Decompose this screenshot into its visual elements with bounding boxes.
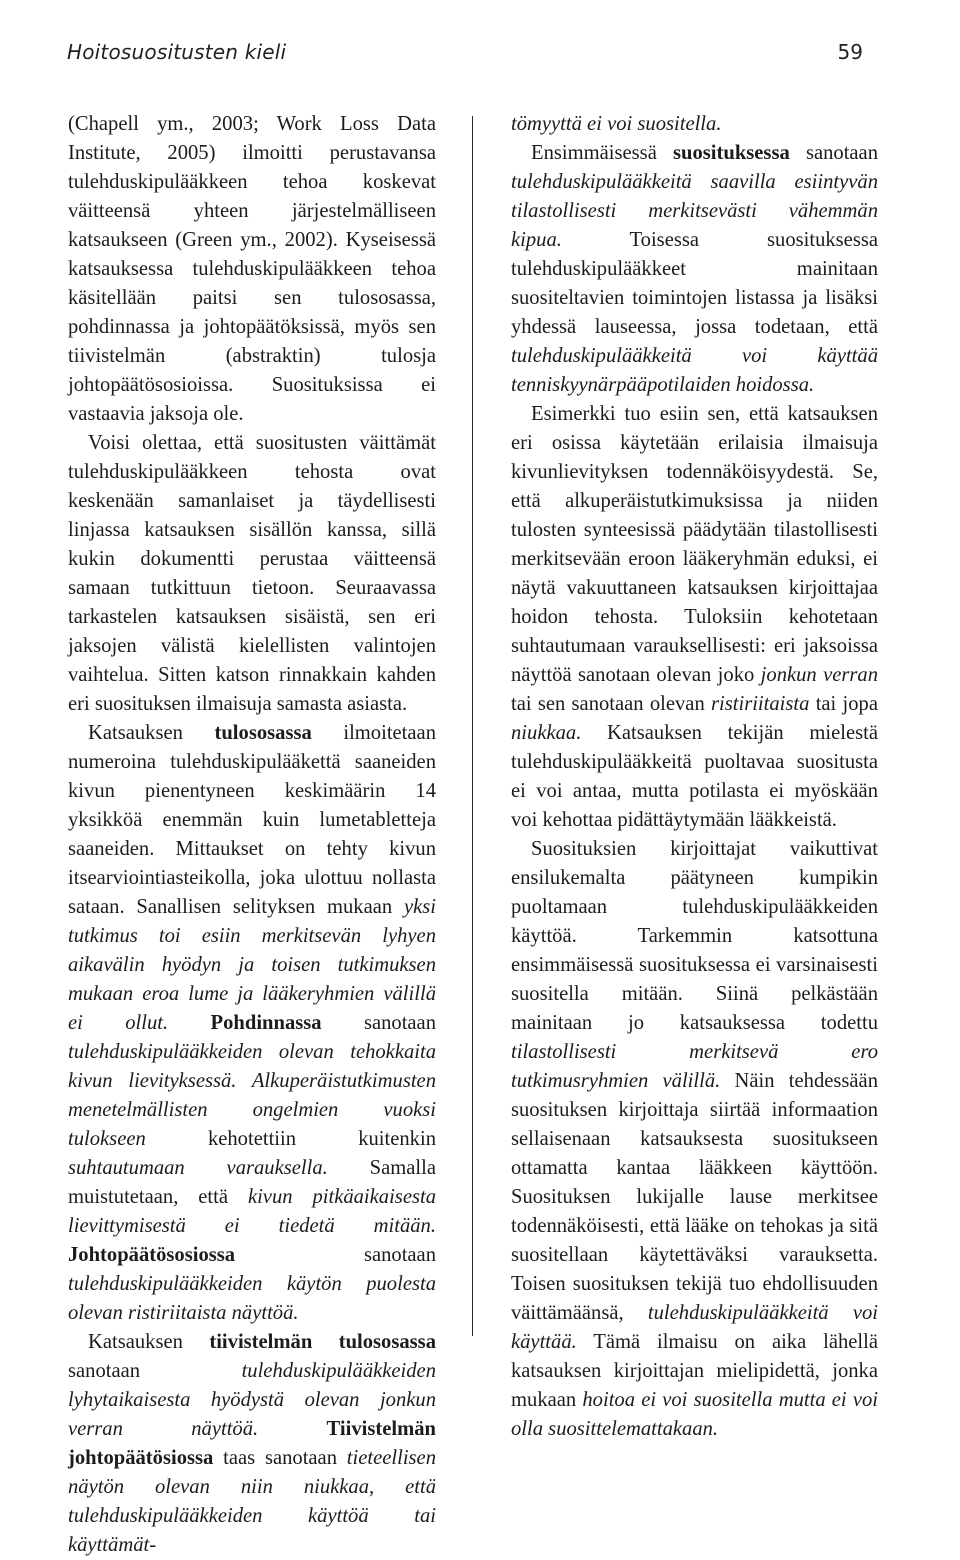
italic-quote: hoitoa ei voi suositella mutta ei voi olla suosittelemattakaan.: [511, 1389, 878, 1440]
italic-quote: yksi tutkimus toi esiin merkitsevän lyhyen aikavälin hyödyn ja toisen tutkimuksen mukaan eroa lume ja lääkeryhmien välillä ei ollut.: [68, 896, 436, 1034]
text-run: [168, 1012, 210, 1034]
italic-quote: tilastollisesti merkitsevä ero tutkimusryhmien välillä.: [511, 1041, 878, 1092]
text-run: [258, 1418, 326, 1440]
text-run: kehotettiin kuitenkin: [145, 1128, 436, 1150]
text-run: sanotaan: [68, 1360, 242, 1382]
text-run: Voisi olettaa, että suositusten väittämät tulehduskipulääkkeen tehosta ovat keskenään samanlaiset ja täydellisesti linjassa katsauksen sisällön kanssa, sillä kukin dokumentti perustaa väitteensä samaan tutkittuun tietoon. Seuraavassa tarkastelen katsauksen sisäistä, sen eri jaksojen välistä kielellisten valintojen vaihtelua. Sitten katson rinnakkain kahden eri suosituksen ilmaisuja samasta asiasta.: [68, 432, 436, 715]
paragraph: [68, 429, 436, 719]
text-run: tai jopa: [809, 693, 878, 715]
text-run: Esimerkki tuo esiin sen, että katsauksen eri osissa käytetään erilaisia ilmaisuja kivunlievityksen todennäköisyydestä. Se, että alkuperäistutkimuksissa ja niiden tulosten synteesissä päädytään tilastollisesti merkitsevään eroon lääkeryhmän eduksi, ei näytä vakuuttaneen katsauksen kirjoittajaa hoidon tehosta. Tuloksiin kehotetaan suhtautumaan varauksellisesti: eri jaksoissa näyttöä sanotaan olevan joko: [511, 403, 878, 686]
paragraph: [68, 1328, 436, 1560]
italic-quote: tulehduskipulääkkeiden käytön puolesta olevan ristiriitaista näyttöä.: [68, 1273, 436, 1324]
italic-quote: kivun pitkäaikaisesta lievittymisestä ei tiedetä mitään.: [68, 1186, 436, 1237]
text-run: sanotaan: [235, 1244, 436, 1266]
text-run: Tämä ilmaisu on aika lähellä katsauksen kirjoittajan mielipidettä, jonka mukaan: [511, 1331, 878, 1411]
italic-quote: tulehduskipulääkkeitä voi käyttää.: [511, 1302, 879, 1353]
text-run: Katsauksen: [88, 722, 215, 744]
italic-quote: suhtautumaan varauksella.: [68, 1157, 328, 1179]
text-run: (Chapell ym., 2003; Work Loss Data Institute, 2005) ilmoitti perustavansa tulehduskipulääkkeen tehoa koskevat väitteensä yhteen järjestelmälliseen katsaukseen (Green ym., 2002). Kyseisessä katsauksessa tulehduskipulääkkeen tehoa käsitellään paitsi sen tulososassa, pohdinnassa ja johtopäätöksissä, myös sen tiivistelmän (abstraktin) tulosja johtopäätösosioissa. Suosituksissa ei vastaavia jaksoja ole.: [68, 113, 436, 425]
text-run: taas sanotaan: [213, 1447, 347, 1469]
column-divider: [472, 116, 473, 1336]
bold-term: suosituksessa: [673, 142, 790, 164]
italic-quote: ristiriitaista: [711, 693, 810, 715]
page-number: 59: [837, 40, 863, 64]
right-column: [511, 110, 878, 1444]
paragraph: [68, 719, 436, 1328]
italic-quote: tömyyttä ei voi suositella.: [511, 113, 722, 135]
italic-quote: tulehduskipulääkkeiden olevan tehokkaita kivun lievityksessä. Alkuperäistutkimusten menetelmällisten ongelmien vuoksi tulokseen: [68, 1041, 436, 1150]
italic-quote: tulehduskipulääkkeitä saavilla esiintyvän tilastollisesti merkitsevästi vähemmän kipua.: [511, 171, 878, 251]
text-run: Näin tehdessään suosituksen kirjoittaja siirtää informaation sellaisenaan katsauksesta suositukseen ottamatta kantaa lääkkeen käyttöön. Suosituksen lukijalle lause merkitsee todennäköisesti, että lääke on tehokas ja sitä suositellaan käytettäväksi varauksetta. Toisen suosituksen tekijä tuo ehdollisuuden väittämäänsä,: [511, 1070, 878, 1324]
text-run: Katsauksen: [88, 1331, 210, 1353]
text-run: Katsauksen tekijän mielestä tulehduskipulääkkeitä puoltavaa suositusta ei voi antaa, mutta potilasta ei myöskään voi kehottaa pidättäytymään lääkkeistä.: [511, 722, 878, 831]
paragraph: [511, 400, 878, 835]
bold-term: tulososassa: [214, 722, 312, 744]
text-run: Samalla muistutetaan, että: [68, 1157, 436, 1208]
bold-term: tiivistelmän tulososassa: [209, 1331, 436, 1353]
running-header-title: Hoitosuositusten kieli: [67, 40, 287, 64]
italic-quote: niukkaa.: [511, 722, 582, 744]
paragraph: [511, 110, 878, 139]
italic-quote: tieteellisen näytön olevan niin niukkaa, että tulehduskipulääkkeiden käyttöä tai käyttämät-: [68, 1447, 436, 1556]
text-run: sanotaan: [321, 1012, 436, 1034]
text-run: ilmoitetaan numeroina tulehduskipulääkettä saaneiden kivun pienentyneen keskimäärin 14 yksikköä enemmän kuin lumetabletteja saaneiden. Mittaukset on tehty kivun itsearviointiasteikolla, joka ulottuu nollasta sataan. Sanallisen selityksen mukaan: [68, 722, 436, 918]
paragraph: [68, 110, 436, 429]
italic-quote: tulehduskipulääkkeitä voi käyttää tenniskyynärpääpotilaiden hoidossa.: [511, 345, 878, 396]
italic-quote: tulehduskipulääkkeiden lyhytaikaisesta hyödystä olevan jonkun verran näyttöä.: [68, 1360, 436, 1440]
paragraph: [511, 835, 878, 1444]
bold-term: Tiivistelmän johtopäätösiossa: [68, 1418, 436, 1469]
italic-quote: jonkun verran: [760, 664, 878, 686]
text-run: Suosituksien kirjoittajat vaikuttivat ensilukemalta päätyneen kumpikin puoltamaan tulehduskipulääkkeiden käyttöä. Tarkemmin katsottuna ensimmäisessä suosituksessa ei varsinaisesti suositella mitään. Siinä pelkästään mainitaan jo katsauksessa todettu: [511, 838, 878, 1034]
text-run: Toisessa suosituksessa tulehduskipulääkkeet mainitaan suositeltavien toimintojen listassa ja lisäksi yhdessä lauseessa, jossa todetaan, että: [511, 229, 878, 338]
text-run: tai sen sanotaan olevan: [511, 693, 711, 715]
bold-term: Johtopäätösosiossa: [68, 1244, 236, 1266]
text-run: Ensimmäisessä: [531, 142, 674, 164]
paragraph: [511, 139, 878, 400]
bold-term: Pohdinnassa: [210, 1012, 322, 1034]
text-run: sanotaan: [789, 142, 878, 164]
left-column: [68, 110, 436, 1560]
